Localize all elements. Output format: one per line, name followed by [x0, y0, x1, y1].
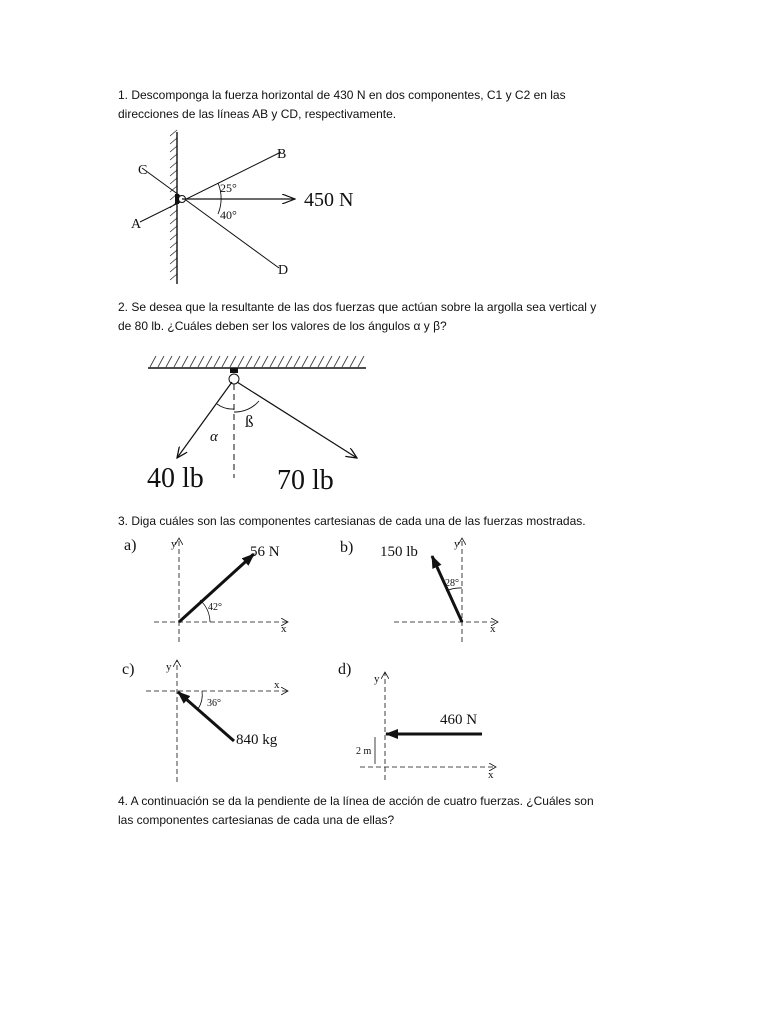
- angle-alpha: α: [210, 429, 218, 445]
- figure-2-ring-forces: [140, 348, 380, 498]
- y-axis-label: y: [454, 538, 460, 550]
- label-a: A: [131, 217, 142, 232]
- tag-b: b): [340, 539, 354, 556]
- force-label-40lb: 40 lb: [147, 463, 204, 494]
- question-1-line-2: direcciones de las líneas AB y CD, respectivamente.: [118, 107, 397, 121]
- tag-d: d): [338, 661, 352, 678]
- question-4-line-2: las componentes cartesianas de cada una de ellas?: [118, 813, 395, 827]
- question-2-line-2: de 80 lb. ¿Cuáles deben ser los valores de los ángulos α y β?: [118, 319, 447, 333]
- figure-3c: [118, 654, 298, 784]
- distance-2m: 2 m: [356, 746, 372, 757]
- question-2-line-1: 2. Se desea que la resultante de las dos fuerzas que actúan sobre la argolla sea vertical y: [118, 300, 597, 314]
- figure-3d: [334, 654, 506, 784]
- force-label-840kg: 840 kg: [236, 732, 278, 748]
- line-ab: [140, 152, 281, 222]
- force-label-150lb: 150 lb: [380, 544, 418, 560]
- x-axis-label: x: [281, 623, 287, 635]
- question-2-text: [118, 298, 678, 336]
- angle-36: 36°: [207, 698, 221, 709]
- force-arrow-150lb: [432, 556, 462, 622]
- question-4-line-1: 4. A continuación se da la pendiente de la línea de acción de cuatro fuerzas. ¿Cuáles son: [118, 794, 594, 808]
- force-label-56n: 56 N: [250, 544, 280, 560]
- x-axis-label: x: [490, 623, 496, 635]
- y-axis-label: y: [374, 673, 380, 685]
- force-arrow-40lb: [177, 382, 232, 458]
- tag-c: c): [122, 661, 135, 678]
- label-d: D: [278, 263, 289, 278]
- y-axis-label: y: [166, 661, 172, 673]
- label-b: B: [277, 147, 287, 162]
- question-3-line-1: 3. Diga cuáles son las componentes cartesianas de cada una de las fuerzas mostradas.: [118, 514, 586, 528]
- force-label-70lb: 70 lb: [277, 465, 334, 496]
- line-cd: [142, 168, 279, 268]
- x-axis-label: x: [488, 769, 494, 781]
- question-4-text: [118, 792, 678, 830]
- angle-beta: ß: [245, 412, 254, 431]
- question-1-line-1: 1. Descomponga la fuerza horizontal de 430 N en dos componentes, C1 y C2 en las: [118, 88, 566, 102]
- figure-3b: [336, 532, 506, 642]
- x-axis-label: x: [274, 679, 280, 691]
- force-label-450n: 450 N: [304, 189, 354, 211]
- angle-28: 28°: [445, 578, 459, 589]
- figure-1-force-decomposition: [118, 128, 378, 288]
- question-3-text: [118, 512, 678, 531]
- force-label-460n: 460 N: [440, 712, 478, 728]
- angle-25: 25°: [220, 181, 237, 195]
- angle-42: 42°: [208, 602, 222, 613]
- question-1-text: [118, 86, 678, 124]
- angle-40: 40°: [220, 208, 237, 222]
- tag-a: a): [124, 537, 137, 554]
- force-arrow-70lb: [237, 382, 357, 458]
- ceiling: [148, 356, 366, 368]
- label-c: C: [138, 163, 148, 178]
- figure-3a: [118, 532, 298, 642]
- y-axis-label: y: [171, 538, 177, 550]
- force-arrow-840kg: [178, 692, 234, 741]
